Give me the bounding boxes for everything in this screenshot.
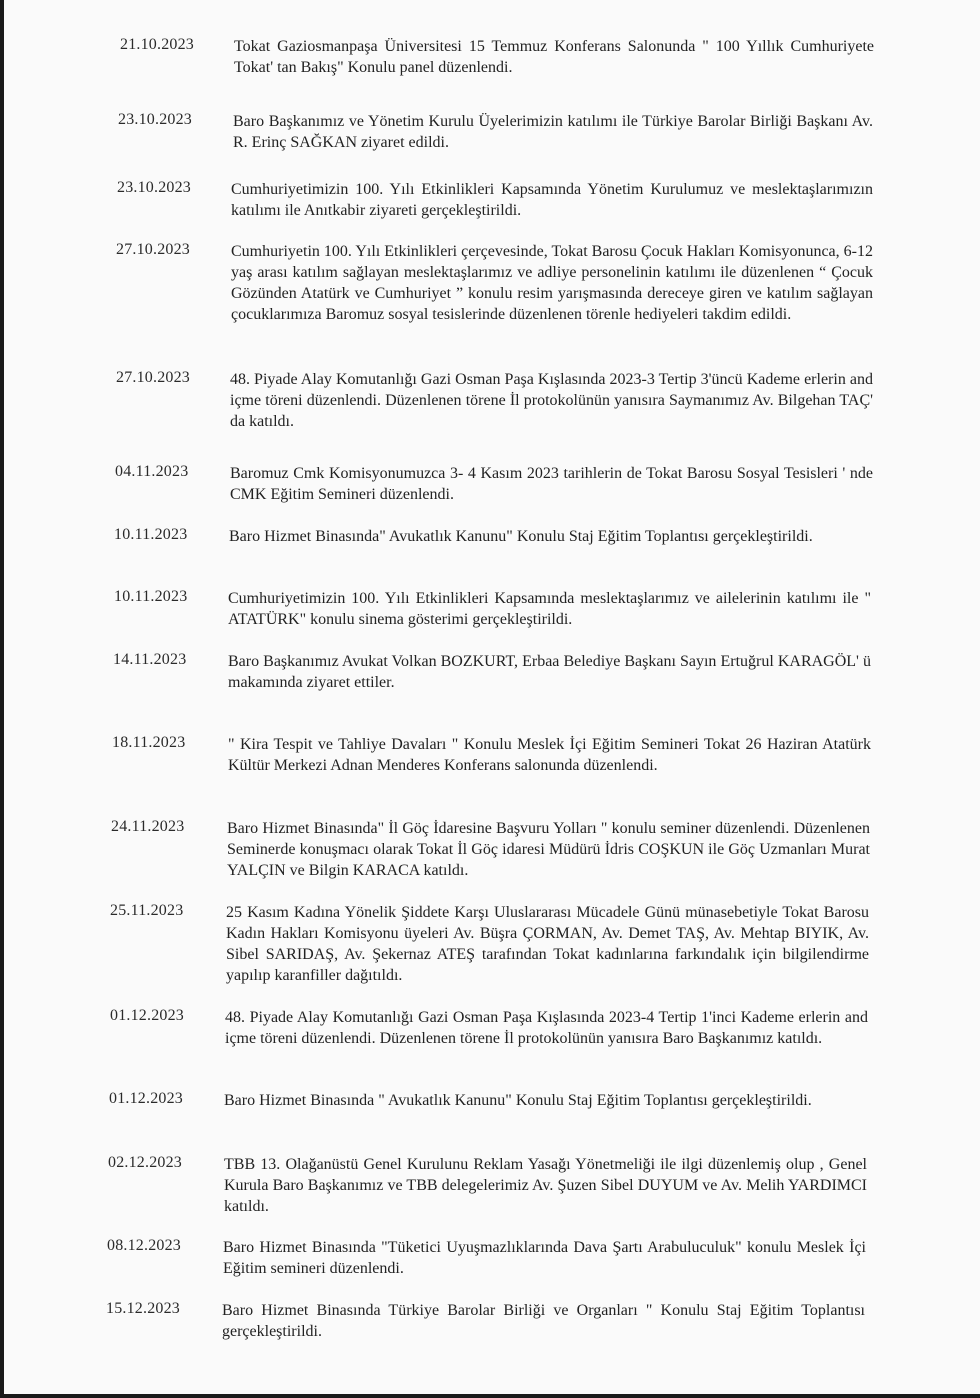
- entry-text: Baro Hizmet Binasında " Avukatlık Kanunu" Konulu Staj Eğitim Toplantısı gerçekleştirildi.: [224, 1092, 812, 1109]
- entry-text: Cumhuriyetin 100. Yılı Etkinlikleri çerçevesinde, Tokat Barosu Çocuk Hakları Komisyonunca, 6-12 yaş arası katılım sağlayan meslektaşlarımız ve adliye personelinin katılımı ile düzenlenen “ Çocuk Gözünden Atatürk ve Cumhuriyet ” konulu resim yarışmasında dereceye giren ve katılım sağlayan çocuklarımıza Baromuz sosyal tesislerinde düzenlenen törenle hediyeleri takdim edildi.: [231, 243, 873, 323]
- entry-date: 01.12.2023: [110, 1007, 184, 1024]
- entry-date: 04.11.2023: [115, 463, 189, 480]
- entry-text: 25 Kasım Kadına Yönelik Şiddete Karşı Uluslararası Mücadele Günü münasebetiyle Tokat Barosu Kadın Hakları Komisyonu üyeleri Av. Büşra ÇORMAN, Av. Demet TAŞ, Av. Mehtap BIYIK, Av. Sibel SARIDAŞ, Av. Şekernaz ATEŞ tarafından Tokat kadınlarına farkındalık için bilgilendirme yapılıp karanfiller dağıtıldı.: [226, 904, 869, 984]
- entry-date: 18.11.2023: [112, 734, 186, 751]
- entry-text: Baro Hizmet Binasında" Avukatlık Kanunu" Konulu Staj Eğitim Toplantısı gerçekleştirildi.: [229, 528, 813, 545]
- entry-text: 48. Piyade Alay Komutanlığı Gazi Osman Paşa Kışlasında 2023-3 Tertip 3'üncü Kademe erlerin and içme töreni düzenlendi. Düzenlenen törene İl protokolünün yanısıra Saymanımız Av. Bilgehan TAÇ' da katıldı.: [230, 371, 873, 430]
- entry-text: Cumhuriyetimizin 100. Yılı Etkinlikleri Kapsamında Yönetim Kurulumuz ve meslektaşlarımızın katılımı ile Anıtkabir ziyareti gerçekleştirildi.: [231, 181, 873, 219]
- entry-date: 01.12.2023: [109, 1090, 183, 1107]
- entry-date: 15.12.2023: [106, 1300, 180, 1317]
- entry-text: Baro Hizmet Binasında "Tüketici Uyuşmazlıklarında Dava Şartı Arabuluculuk" konulu Meslek İçi Eğitim semineri düzenlendi.: [223, 1239, 866, 1277]
- scan-left-edge: [0, 0, 4, 1398]
- entry-text: Cumhuriyetimizin 100. Yılı Etkinlikleri Kapsamında meslektaşlarımız ve ailelerinin katılımı ile " ATATÜRK" konulu sinema gösterimi gerçekleştirildi.: [228, 590, 871, 628]
- entry-text: " Kira Tespit ve Tahliye Davaları " Konulu Meslek İçi Eğitim Semineri Tokat 26 Haziran Atatürk Kültür Merkezi Adnan Menderes Konferans salonunda düzenlendi.: [228, 736, 871, 774]
- entry-date: 10.11.2023: [114, 588, 188, 605]
- entry-date: 10.11.2023: [114, 526, 188, 543]
- scan-bottom-edge: [0, 1394, 980, 1398]
- entry-text: TBB 13. Olağanüstü Genel Kurulunu Reklam Yasağı Yönetmeliği ile ilgi düzenlemiş olup , Genel Kurula Baro Başkanımız ve TBB delegelerimiz Av. Şuzen Sibel DUYUM ve Av. Melih YARDIMCI katıldı.: [224, 1156, 867, 1215]
- entry-date: 08.12.2023: [107, 1237, 181, 1254]
- entry-text: Baromuz Cmk Komisyonumuzca 3- 4 Kasım 2023 tarihlerin de Tokat Barosu Sosyal Tesisleri ' nde CMK Eğitim Semineri düzenlendi.: [230, 465, 873, 503]
- entry-date: 24.11.2023: [111, 818, 185, 835]
- entry-date: 27.10.2023: [116, 369, 190, 386]
- entry-date: 21.10.2023: [120, 36, 194, 53]
- entry-date: 25.11.2023: [110, 902, 184, 919]
- entry-text: Baro Başkanımız ve Yönetim Kurulu Üyelerimizin katılımı ile Türkiye Barolar Birliği Başkanı Av. R. Erinç SAĞKAN ziyaret edildi.: [233, 113, 873, 151]
- entry-text: Baro Hizmet Binasında" İl Göç İdaresine Başvuru Yolları " konulu seminer düzenlendi. Düzenlenen Seminerde konuşmacı olarak Tokat İl Göç idaresi Müdürü İdris COŞKUN ile Göç Uzmanları Murat YALÇIN ve Bilgin KARACA katıldı.: [227, 820, 870, 879]
- entry-date: 23.10.2023: [118, 111, 192, 128]
- entry-date: 14.11.2023: [113, 651, 187, 668]
- entry-text: 48. Piyade Alay Komutanlığı Gazi Osman Paşa Kışlasında 2023-4 Tertip 1'inci Kademe erlerin and içme töreni düzenlendi. Düzenlenen törene İl protokolünün yanısıra Baro Başkanımız katıldı.: [225, 1009, 868, 1047]
- entry-date: 02.12.2023: [108, 1154, 182, 1171]
- entry-date: 23.10.2023: [117, 179, 191, 196]
- entry-date: 27.10.2023: [116, 241, 190, 258]
- entry-text: Baro Başkanımız Avukat Volkan BOZKURT, Erbaa Belediye Başkanı Sayın Ertuğrul KARAGÖL' ü makamında ziyaret ettiler.: [228, 653, 871, 691]
- entry-text: Tokat Gaziosmanpaşa Üniversitesi 15 Temmuz Konferans Salonunda " 100 Yıllık Cumhuriyete Tokat' tan Bakış" Konulu panel düzenlendi.: [234, 38, 874, 76]
- entry-text: Baro Hizmet Binasında Türkiye Barolar Birliği ve Organları " Konulu Staj Eğitim Toplantısı gerçekleştirildi.: [222, 1302, 865, 1340]
